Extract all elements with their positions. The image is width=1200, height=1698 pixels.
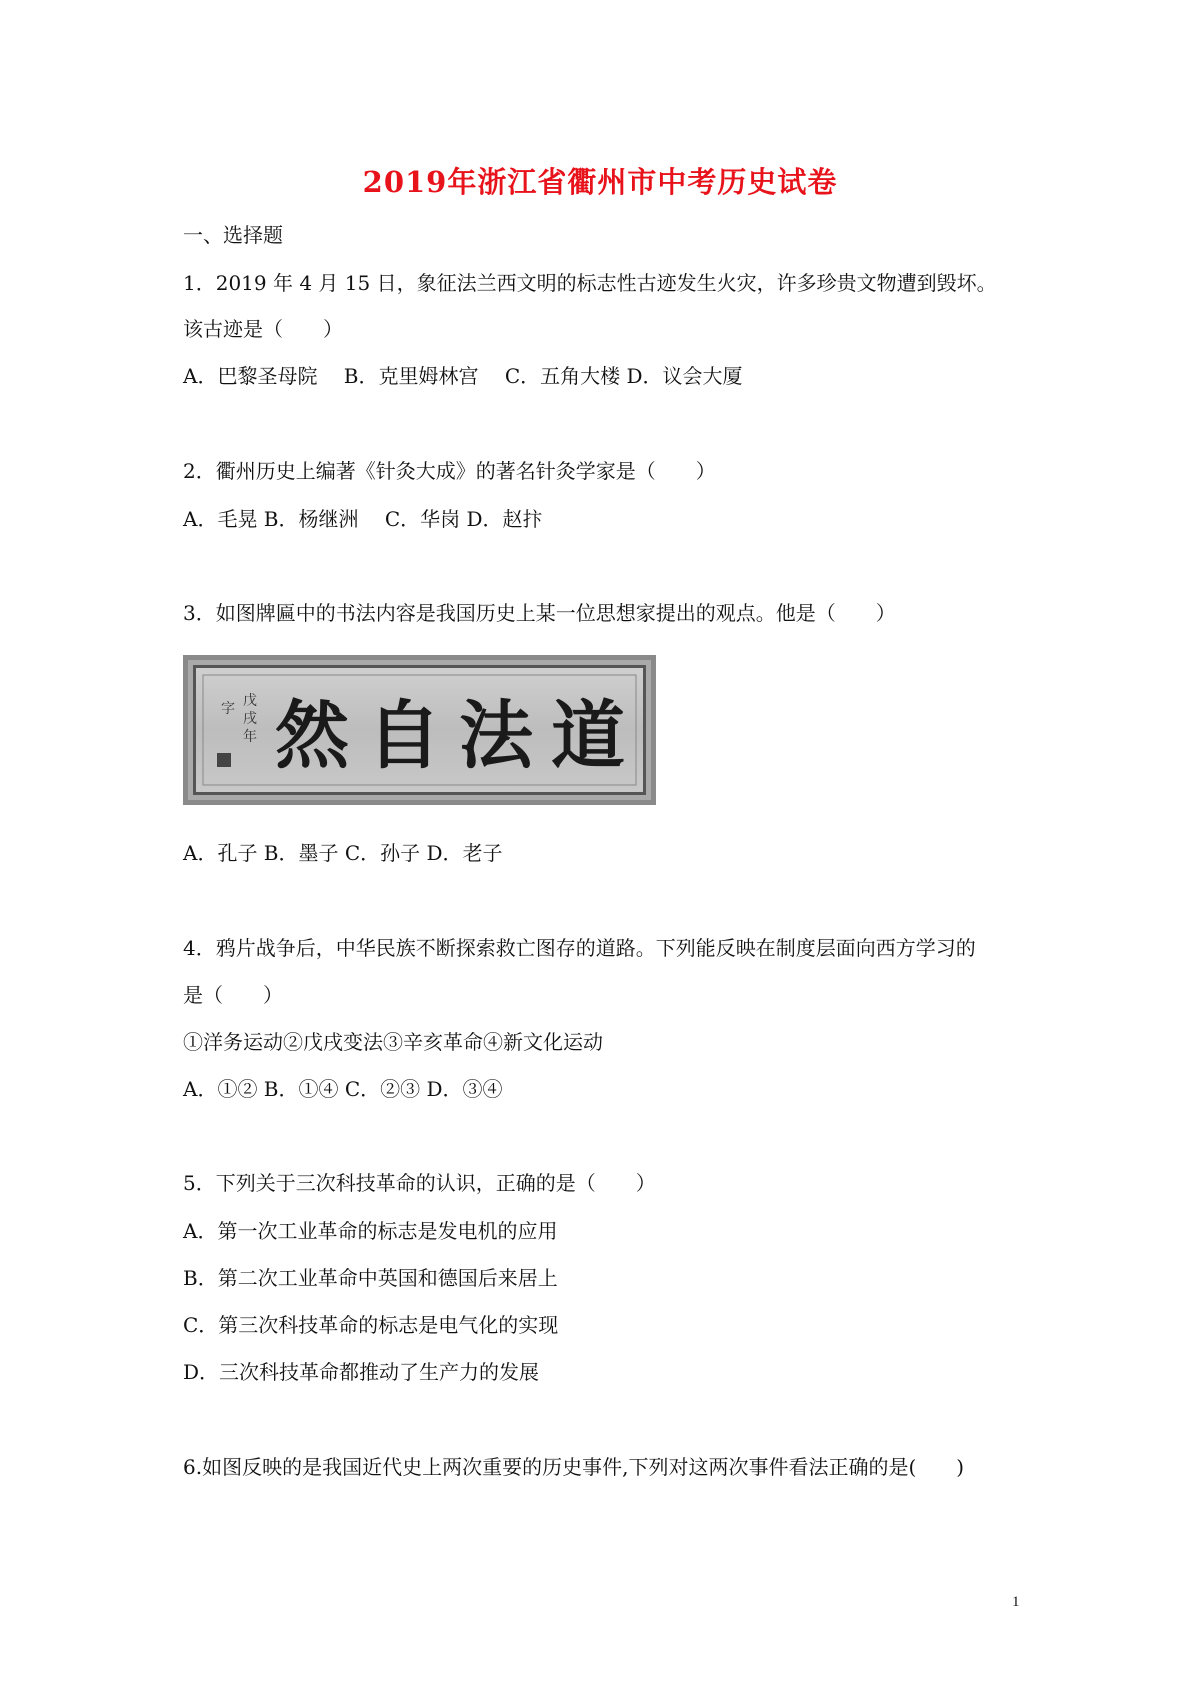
question-5-option-d: D．三次科技革命都推动了生产力的发展 — [183, 1360, 540, 1384]
svg-text:字: 字 — [221, 701, 235, 717]
question-1-options: A．巴黎圣母院 B．克里姆林宫 C．五角大楼 D．议会大厦 — [183, 364, 743, 388]
svg-text:戊: 戊 — [243, 693, 257, 709]
question-5-option-a: A．第一次工业革命的标志是发电机的应用 — [183, 1219, 558, 1243]
question-5-line-1: 5．下列关于三次科技革命的认识，正确的是（ ） — [183, 1171, 656, 1195]
question-2-line-1: 2．衢州历史上编著《针灸大成》的著名针灸学家是（ ） — [183, 459, 716, 483]
seal-stamp — [217, 753, 231, 767]
question-4-options: A．①② B．①④ C．②③ D．③④ — [183, 1077, 503, 1101]
question-4-line-1: 4．鸦片战争后，中华民族不断探索救亡图存的道路。下列能反映在制度层面向西方学习的 — [183, 936, 976, 960]
svg-text:然: 然 — [275, 693, 349, 779]
question-3-options: A．孔子 B．墨子 C．孙子 D．老子 — [183, 841, 503, 865]
question-6-line-1: 6.如图反映的是我国近代史上两次重要的历史事件,下列对这两次事件看法正确的是( ) — [183, 1455, 965, 1479]
question-1-line-2: 该古迹是（ ） — [183, 317, 343, 341]
calligraphy-plaque-image — [183, 655, 656, 805]
question-1-line-1: 1．2019 年 4 月 15 日，象征法兰西文明的标志性古迹发生火灾，许多珍贵文物遭到毁坏。 — [183, 271, 997, 295]
question-4-line-2: 是（ ） — [183, 983, 283, 1007]
svg-text:自: 自 — [367, 693, 441, 779]
question-4-line-3: ①洋务运动②戊戌变法③辛亥革命④新文化运动 — [183, 1030, 603, 1054]
question-3-line-1: 3．如图牌匾中的书法内容是我国历史上某一位思想家提出的观点。他是（ ） — [183, 601, 896, 625]
svg-text:道: 道 — [551, 693, 625, 779]
exam-title: 2019年浙江省衢州市中考历史试卷 — [362, 165, 838, 199]
svg-text:戌: 戌 — [243, 711, 257, 727]
svg-text:年: 年 — [243, 729, 257, 745]
section-heading: 一、选择题 — [183, 223, 283, 247]
question-5-option-b: B．第二次工业革命中英国和德国后来居上 — [183, 1266, 558, 1290]
page-number: 1 — [1012, 1594, 1020, 1610]
question-5-option-c: C．第三次科技革命的标志是电气化的实现 — [183, 1313, 559, 1337]
svg-text:法: 法 — [459, 693, 533, 779]
question-2-options: A．毛晃 B．杨继洲 C．华岗 D．赵抃 — [183, 507, 543, 531]
